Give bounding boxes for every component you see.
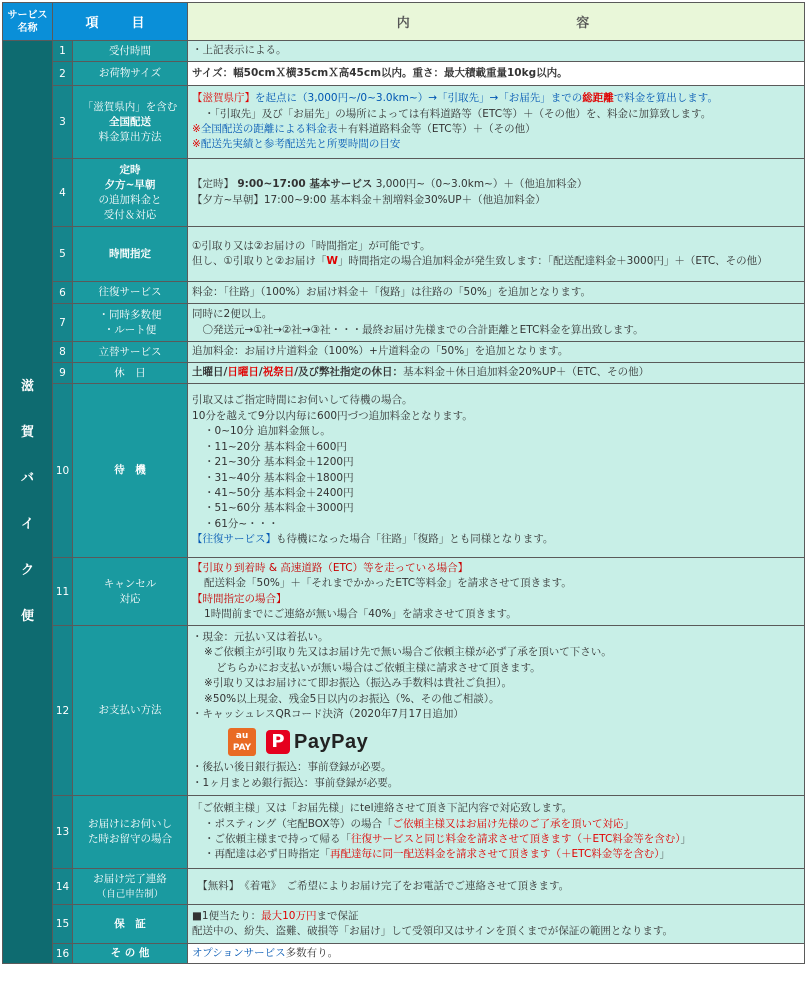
- content-line: 【往復サービス】も待機になった場合「往路」「復路」とも同様となります。: [192, 533, 554, 546]
- content-line: 【無料】 《着電》 ご希望によりお届け完了をお電話でご連絡させて頂きます。: [192, 879, 570, 892]
- row-item: 時間指定: [73, 227, 188, 282]
- row-item: お荷物サイズ: [73, 62, 188, 86]
- header-item: 項 目: [53, 3, 188, 41]
- item-line: 定時: [119, 163, 141, 176]
- content-line: 同時に2便以上。: [192, 308, 273, 321]
- row-item: [73, 796, 188, 869]
- content-line: 1時間前までにご連絡が無い場合「40%」を請求させて頂きます。: [204, 607, 517, 620]
- content-line: ■1便当たり：最大10万円まで保証: [192, 909, 359, 922]
- content-line: 土曜日/日曜日/祝祭日/及び弊社指定の休日：基本料金＋休日追加料金20%UP＋（ETC、その他）: [192, 366, 650, 379]
- item-line: 「滋賀県内」を含む: [82, 100, 178, 113]
- content-line: 料金：「往路」（100%）お届け料金＋「復路」は往路の「50%」を追加となります。: [192, 285, 592, 298]
- row-number: 10: [53, 384, 73, 558]
- table-row: [3, 282, 805, 304]
- row-number: 3: [53, 86, 73, 159]
- row-content: [188, 944, 805, 964]
- link-distance-table[interactable]: 全国配送の距離による料金表: [200, 123, 338, 135]
- content-line: 10分を越えて9分以内毎に600円づつ追加料金となります。: [192, 409, 473, 422]
- content-line: 但し、①引取りと②お届け「W」時間指定の場合追加料金が発生致します：「配送配達料金＋3000円」＋（ETC、その他）: [192, 255, 768, 267]
- table-row: [3, 41, 805, 62]
- table-row: [3, 342, 805, 363]
- header-content-b: 容: [576, 16, 596, 31]
- item-line: 夕方~早朝: [104, 178, 156, 191]
- row-content: [188, 41, 805, 62]
- table-row: [3, 905, 805, 944]
- content-line: ※ご依頼主が引取り先又はお届け先で無い場合ご依頼主様が必ず了承を頂いて下さい。: [204, 646, 612, 659]
- row-item: お支払い方法: [73, 626, 188, 796]
- row-item: 休 日: [73, 363, 188, 384]
- content-line: ・後払い後日銀行振込：事前登録が必要。: [192, 761, 392, 774]
- item-line: お届け完了連絡: [93, 872, 167, 885]
- content-line: 〇発送元→①社→②社→③社・・・最終お届け先様までの合計距離とETC料金を算出致します。: [192, 323, 644, 336]
- row-number: 6: [53, 282, 73, 304]
- item-line: 全国配送: [109, 115, 151, 128]
- row-item: [73, 304, 188, 342]
- item-line: キャンセル: [103, 577, 157, 590]
- paypay-mark-icon: P: [266, 730, 290, 754]
- item-line: た時お留守の場合: [88, 833, 172, 845]
- item-line: ・ルート便: [103, 323, 157, 336]
- content-line: ・31~40分 基本料金＋1800円: [204, 471, 354, 484]
- table-row: [3, 384, 805, 558]
- table-row: [3, 227, 805, 282]
- item-line: 料金算出方法: [98, 130, 162, 143]
- row-content: [188, 869, 805, 905]
- content-line: ・61分~・・・: [204, 517, 279, 530]
- content-line: ・上記表示による。: [192, 44, 287, 57]
- row-number: 13: [53, 796, 73, 869]
- content-line: ・11~20分 基本料金＋600円: [204, 440, 347, 453]
- content-line: 配送料金「50%」＋「それまでかかったETC等料金」を請求させて頂きます。: [204, 577, 572, 590]
- service-char: バ: [20, 471, 34, 487]
- row-item: [73, 86, 188, 159]
- row-item: [73, 869, 188, 905]
- service-char: ク: [20, 563, 34, 579]
- table-row: [3, 304, 805, 342]
- row-item: 待 機: [73, 384, 188, 558]
- table-row: [3, 159, 805, 227]
- row-number: 2: [53, 62, 73, 86]
- row-number: 1: [53, 41, 73, 62]
- row-item: 往復サービス: [73, 282, 188, 304]
- row-item: [73, 558, 188, 626]
- table-row: [3, 944, 805, 964]
- row-content: [188, 304, 805, 342]
- content-line: ・再配達は必ず日時指定「再配達毎に同一配送料金を請求させて頂きます（＋ETC料金等を含む）」: [204, 848, 671, 861]
- header-service: サービス名称: [3, 3, 53, 41]
- content-line: ・41~50分 基本料金＋2400円: [204, 486, 354, 499]
- row-number: 5: [53, 227, 73, 282]
- content-line: ・51~60分 基本料金＋3000円: [204, 502, 354, 515]
- content-line: ・キャッシュレスQRコード決済（2020年7月17日追加）: [192, 707, 464, 720]
- header-content-a: 内: [396, 16, 416, 31]
- row-number: 12: [53, 626, 73, 796]
- row-number: 7: [53, 304, 73, 342]
- content-line: 追加料金：お届け片道料金（100%）+片道料金の「50%」を追加となります。: [192, 345, 569, 358]
- row-content: [188, 626, 805, 796]
- row-number: 8: [53, 342, 73, 363]
- content-line: 「ご依頼主様」又は「お届先様」にtel連絡させて頂き下記内容で対応致します。: [192, 802, 573, 815]
- row-content: [188, 227, 805, 282]
- item-line: の追加料金と: [98, 193, 162, 206]
- row-content: [188, 558, 805, 626]
- service-char: 便: [20, 609, 34, 625]
- table-row: [3, 869, 805, 905]
- content-line: ・21~30分 基本料金＋1200円: [204, 456, 354, 469]
- row-content: [188, 363, 805, 384]
- table-row: [3, 62, 805, 86]
- row-item: [73, 159, 188, 227]
- row-number: 16: [53, 944, 73, 964]
- header-content: [188, 3, 805, 41]
- content-line: ※引取り又はお届けにて即お振込（振込み手数料は貴社ご負担）。: [204, 677, 513, 690]
- content-line: オプションサービス多数有り。: [192, 947, 339, 959]
- table-row: [3, 626, 805, 796]
- row-number: 11: [53, 558, 73, 626]
- content-line: ※配送先実績と参考配送先と所要時間の目安: [192, 138, 401, 151]
- payment-logos: [192, 722, 800, 760]
- content-line: 引取又はご指定時間にお伺いして待機の場合。: [192, 394, 413, 407]
- service-char: 滋: [20, 379, 34, 395]
- row-content: [188, 62, 805, 86]
- content-line: ・ポスティング（宅配BOX等）の場合「ご依頼主様又はお届け先様のご了承を頂いて対応」: [204, 817, 635, 830]
- content-line: ・現金：元払い又は着払い。: [192, 630, 329, 643]
- table-row: [3, 363, 805, 384]
- row-content: [188, 905, 805, 944]
- item-line: （自己申告制）: [96, 888, 164, 900]
- row-item: そ の 他: [73, 944, 188, 964]
- row-number: 14: [53, 869, 73, 905]
- service-table: [2, 2, 805, 964]
- row-content: [188, 342, 805, 363]
- content-line: ・ご依頼主様まで持って帰る「往復サービスと同じ料金を請求させて頂きます（＋ETC料金等を含む）」: [204, 833, 692, 845]
- item-line: お届けにお伺いし: [88, 818, 172, 830]
- content-line: 【定時】 9:00~17:00 基本サービス 3,000円~（0~3.0km~）＋（他追加料金）: [192, 178, 588, 191]
- item-line: 受付＆対応: [103, 208, 157, 221]
- item-line: 対応: [119, 592, 141, 605]
- content-line: ・0~10分 追加料金無し。: [204, 425, 331, 438]
- content-line: サイズ：幅50cmＸ横35cmＸ高45cm以内。重さ：最大積載重量10kg以内。: [192, 66, 568, 79]
- content-line: ①引取り又は②お届けの「時間指定」が可能です。: [192, 239, 431, 252]
- row-number: 15: [53, 905, 73, 944]
- au-pay-logo: au PAY: [228, 728, 256, 756]
- row-item: 受付時間: [73, 41, 188, 62]
- content-line: 【滋賀県庁】を起点に（3,000円~/0~3.0km~）→「引取先」→「お届先」までの総距離で料金を算出します。: [192, 92, 718, 105]
- row-item: 立替サービス: [73, 342, 188, 363]
- paypay-logo: P PayPay: [266, 730, 368, 754]
- link-option-services[interactable]: オプションサービス: [192, 947, 286, 959]
- link-delivery-examples[interactable]: 配送先実績と参考配送先と所要時間の目安: [200, 138, 401, 151]
- table-row: [3, 796, 805, 869]
- service-char: 賀: [20, 425, 34, 441]
- content-line: どちらかにお支払いが無い場合はご依頼主様に請求させて頂きます。: [216, 661, 541, 674]
- row-number: 4: [53, 159, 73, 227]
- table-row: [3, 86, 805, 159]
- content-line: ※全国配送の距離による料金表＋有料道路料金等（ETC等）＋（その他）: [192, 123, 536, 135]
- content-line: 配送中の、紛失、盗難、破損等「お届け」して受領印又はサインを頂くまでが保証の範囲となります。: [192, 925, 674, 937]
- row-content: [188, 159, 805, 227]
- content-line: ※50%以上現金、残金5日以内のお振込（%、その他ご相談）。: [204, 692, 500, 705]
- content-line: 【引取り到着時 & 高速道路（ETC）等を走っている場合】: [192, 561, 469, 574]
- service-char: イ: [20, 517, 34, 533]
- row-content: [188, 796, 805, 869]
- row-content: [188, 86, 805, 159]
- row-number: 9: [53, 363, 73, 384]
- row-item: 保 証: [73, 905, 188, 944]
- item-line: ・同時多数便: [98, 308, 162, 321]
- row-content: [188, 282, 805, 304]
- row-content: [188, 384, 805, 558]
- table-row: [3, 558, 805, 626]
- service-name: [3, 41, 53, 964]
- content-line: 【夕方~早朝】17:00~9:00 基本料金＋割増料金30%UP＋（他追加料金）: [192, 193, 546, 206]
- content-line: ・「引取先」及び「お届先」の場所によっては有料道路等（ETC等）＋（その他）を、料金に加算致します。: [204, 107, 712, 120]
- content-line: 【時間指定の場合】: [192, 592, 287, 605]
- content-line: ・1ヶ月まとめ銀行振込：事前登録が必要。: [192, 776, 399, 789]
